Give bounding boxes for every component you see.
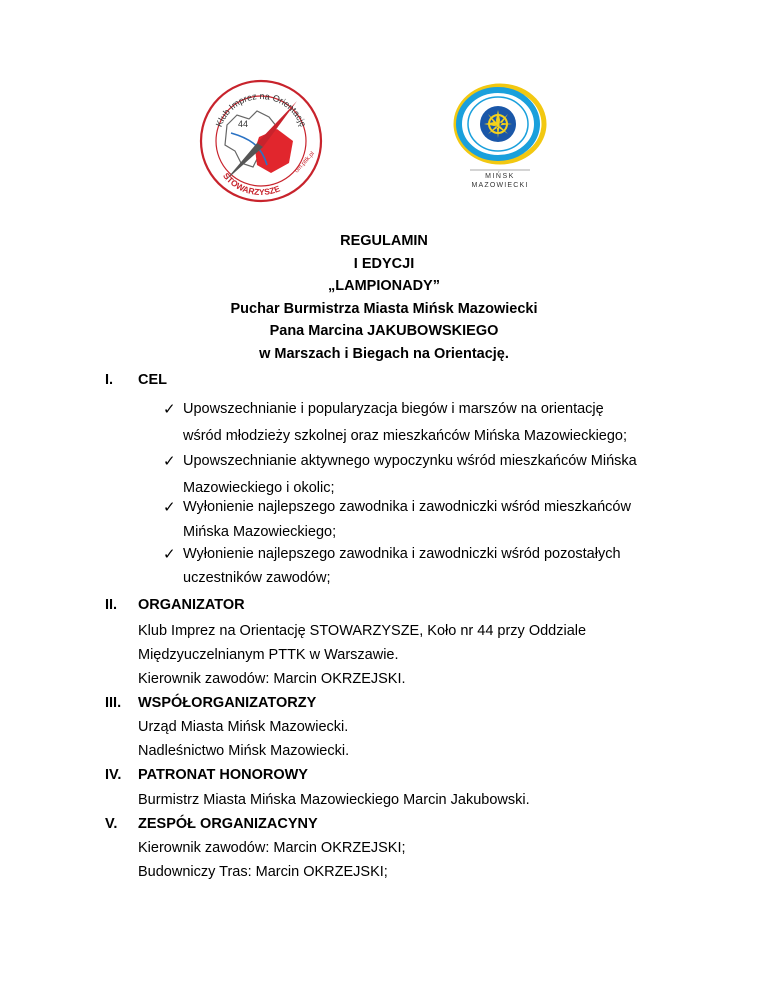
club-stowarzysze-logo (197, 77, 325, 205)
city-name-line1: MIŃSK (485, 173, 515, 180)
title-patron: Pana Marcina JAKUBOWSKIEGO (269, 323, 499, 340)
svg-text:Klub Imprez na Orientację (214, 91, 308, 128)
bullet-line: Upowszechnianie aktywnego wypoczynku wśród mieszkańców Mińska (183, 453, 637, 469)
section-heading: WSPÓŁORGANIZATORZY (138, 695, 317, 711)
bullet-line: wśród młodzieży szkolnej oraz mieszkańców Mińska Mazowieckiego; (183, 428, 628, 444)
club-number: 44 (238, 119, 249, 129)
body-line: Międzyuczelnianym PTTK w Warszawie. (138, 647, 399, 663)
title-cup: Puchar Burmistrza Miasta Mińsk Mazowiecki (230, 300, 538, 317)
section-number: IV. (105, 767, 122, 783)
section-number: V. (105, 816, 118, 832)
title-edition: I EDYCJI (353, 255, 415, 272)
body-line: Kierownik zawodów: Marcin OKRZEJSKI. (138, 671, 406, 687)
club-ring-stowarzysze: STOWARZYSZE (221, 170, 282, 198)
bullet-line: Mazowieckiego i okolic; (183, 480, 335, 496)
section-heading: CEL (138, 372, 167, 388)
bullet-line: Wyłonienie najlepszego zawodnika i zawodniczki wśród mieszkańców (183, 499, 631, 515)
minsk-mazowiecki-logo (450, 82, 550, 192)
checkmark-icon: ✓ (163, 453, 176, 470)
body-line: Urząd Miasta Mińsk Mazowiecki. (138, 719, 349, 735)
section-number: II. (105, 597, 118, 613)
title-discipline: w Marszach i Biegach na Orientację. (259, 345, 509, 362)
title-regulamin: REGULAMIN (340, 233, 428, 249)
section-heading: ZESPÓŁ ORGANIZACYNY (138, 816, 318, 832)
body-line: Nadleśnictwo Mińsk Mazowiecki. (138, 743, 350, 759)
section-number: I. (105, 372, 114, 388)
club-ring-name: Klub Imprez na Orientację (213, 90, 309, 129)
city-name-line2: MAZOWIECKI (471, 182, 529, 189)
section-number: III. (105, 695, 122, 711)
checkmark-icon: ✓ (163, 401, 176, 418)
checkmark-icon: ✓ (163, 499, 176, 516)
body-line: Kierownik zawodów: Marcin OKRZEJSKI; (138, 840, 406, 856)
club-ring-url: om.pttk.pl (294, 150, 316, 175)
bullet-line: uczestników zawodów; (183, 570, 331, 586)
bullet-line: Mińska Mazowieckiego; (183, 524, 337, 540)
section-heading: PATRONAT HONOROWY (138, 767, 308, 783)
body-line: Burmistrz Miasta Mińska Mazowieckiego Marcin Jakubowski. (138, 792, 530, 808)
title-event-name: „LAMPIONADY” (328, 278, 440, 295)
document-title (0, 230, 768, 366)
checkmark-icon: ✓ (163, 546, 176, 563)
body-line: Budowniczy Tras: Marcin OKRZEJSKI; (138, 864, 388, 880)
body-line: Klub Imprez na Orientację STOWARZYSZE, Koło nr 44 przy Oddziale (138, 623, 587, 639)
bullet-line: Wyłonienie najlepszego zawodnika i zawodniczki wśród pozostałych (183, 546, 621, 562)
section-heading: ORGANIZATOR (138, 597, 245, 613)
bullet-line: Upowszechnianie i popularyzacja biegów i marszów na orientację (183, 401, 604, 417)
